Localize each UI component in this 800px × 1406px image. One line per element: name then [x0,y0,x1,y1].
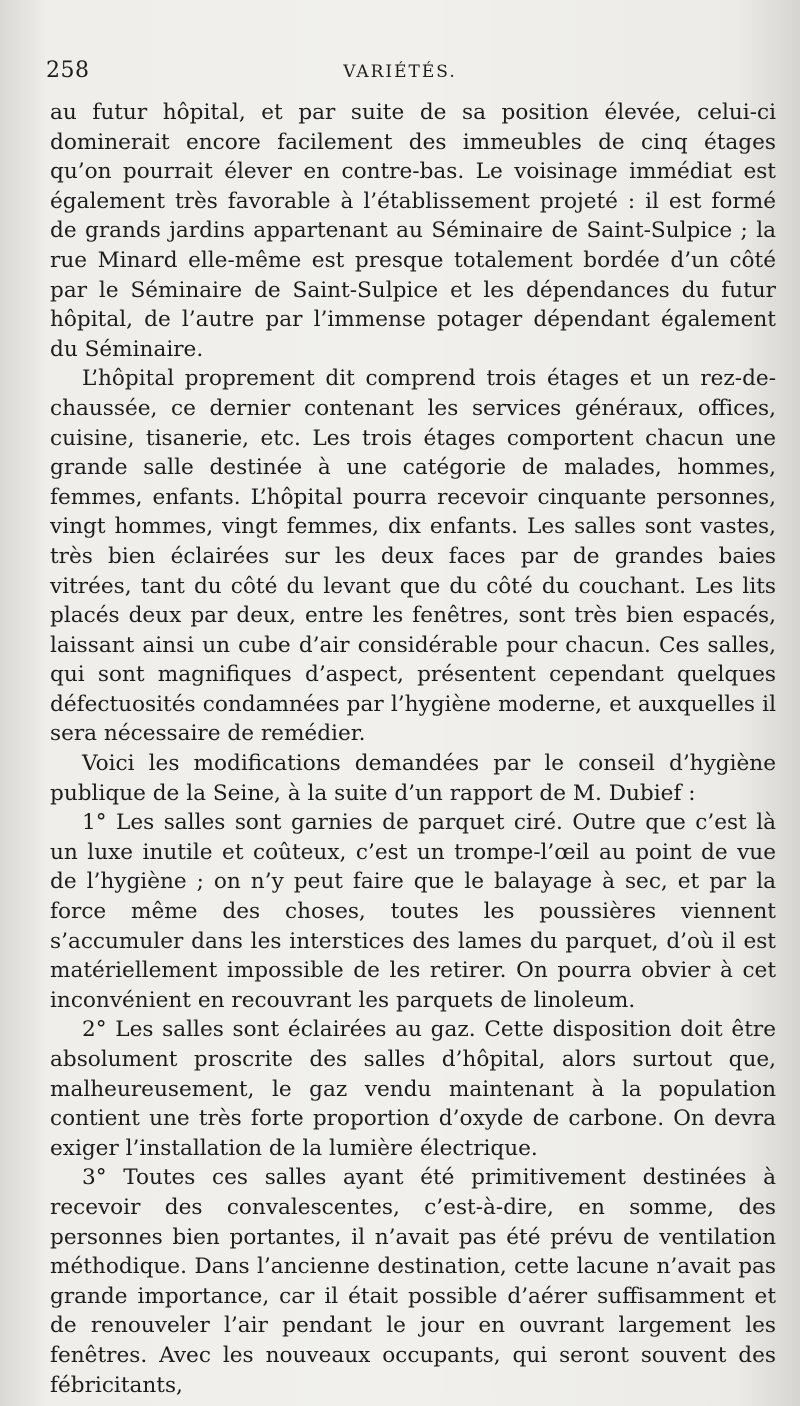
paragraph-item-2-gas: 2° Les salles sont éclairées au gaz. Cette disposition doit être absolument proscrite des salles d’hôpital, alors surtout que, malheureusement, le gaz vendu maintenant à la population contient une très forte proportion d’oxyde de carbone. On devra exiger l’installation de la lumière électrique. [50,1017,776,1161]
page-number: 258 [46,58,90,83]
paragraph-item-1-parquet: 1° Les salles sont garnies de parquet ciré. Outre que c’est là un luxe inutile et coûteux, c’est un trompe-l’œil au point de vue de l’hygiène ; on n’y peut faire que le balayage à sec, et par la force même des choses, toutes les poussières viennent s’accumuler dans les interstices des lames du parquet, d’où il est matériellement impossible de les retirer. On pourra obvier à cet inconvénient en recouvrant les parquets de linoleum. [50,810,776,1013]
running-title: VARIÉTÉS. [343,62,457,82]
paragraph-modifications-intro: Voici les modifications demandées par le conseil d’hygiène publique de la Seine, à la suite d’un rapport de M. Dubief : [50,751,776,806]
paragraph-continuation: au futur hôpital, et par suite de sa position élevée, celui-ci dominerait encore facilement des immeubles de cinq étages qu’on pourrait élever en contre-bas. Le voisinage immédiat est également très favorable à l’établissement projeté : il est formé de grands jardins appartenant au Séminaire de Saint-Sulpice ; la rue Minard elle-même est presque totalement bordée d’un côté par le Séminaire de Saint-Sulpice et les dépendances du futur hôpital, de l’autre par l’immense potager dépendant également du Séminaire. [50,100,776,362]
page-header [46,58,754,90]
page-body [50,98,776,1400]
paragraph-item-3-ventilation: 3° Toutes ces salles ayant été primitivement destinées à recevoir des convalescentes, c’est-à-dire, en somme, des personnes bien portantes, il n’avait pas été prévu de ventilation méthodique. Dans l’ancienne destination, cette lacune n’avait pas grande importance, car il était possible d’aérer suffisamment et de renouveler l’air pendant le jour en ouvrant largement les fenêtres. Avec les nouveaux occupants, qui seront souvent des fébricitants, [50,1165,776,1398]
paragraph-hospital-description: L’hôpital proprement dit comprend trois étages et un rez-de-chaussée, ce dernier contenant les services généraux, offices, cuisine, tisanerie, etc. Les trois étages comportent chacun une grande salle destinée à une catégorie de malades, hommes, femmes, enfants. L’hôpital pourra recevoir cinquante personnes, vingt hommes, vingt femmes, dix enfants. Les salles sont vastes, très bien éclairées sur les deux faces par de grandes baies vitrées, tant du côté du levant que du côté du couchant. Les lits placés deux par deux, entre les fenêtres, sont très bien espacés, laissant ainsi un cube d’air considérable pour chacun. Ces salles, qui sont magnifiques d’aspect, présentent cependant quelques défectuosités condamnées par l’hygiène moderne, et auxquelles il sera nécessaire de remédier. [50,366,776,747]
